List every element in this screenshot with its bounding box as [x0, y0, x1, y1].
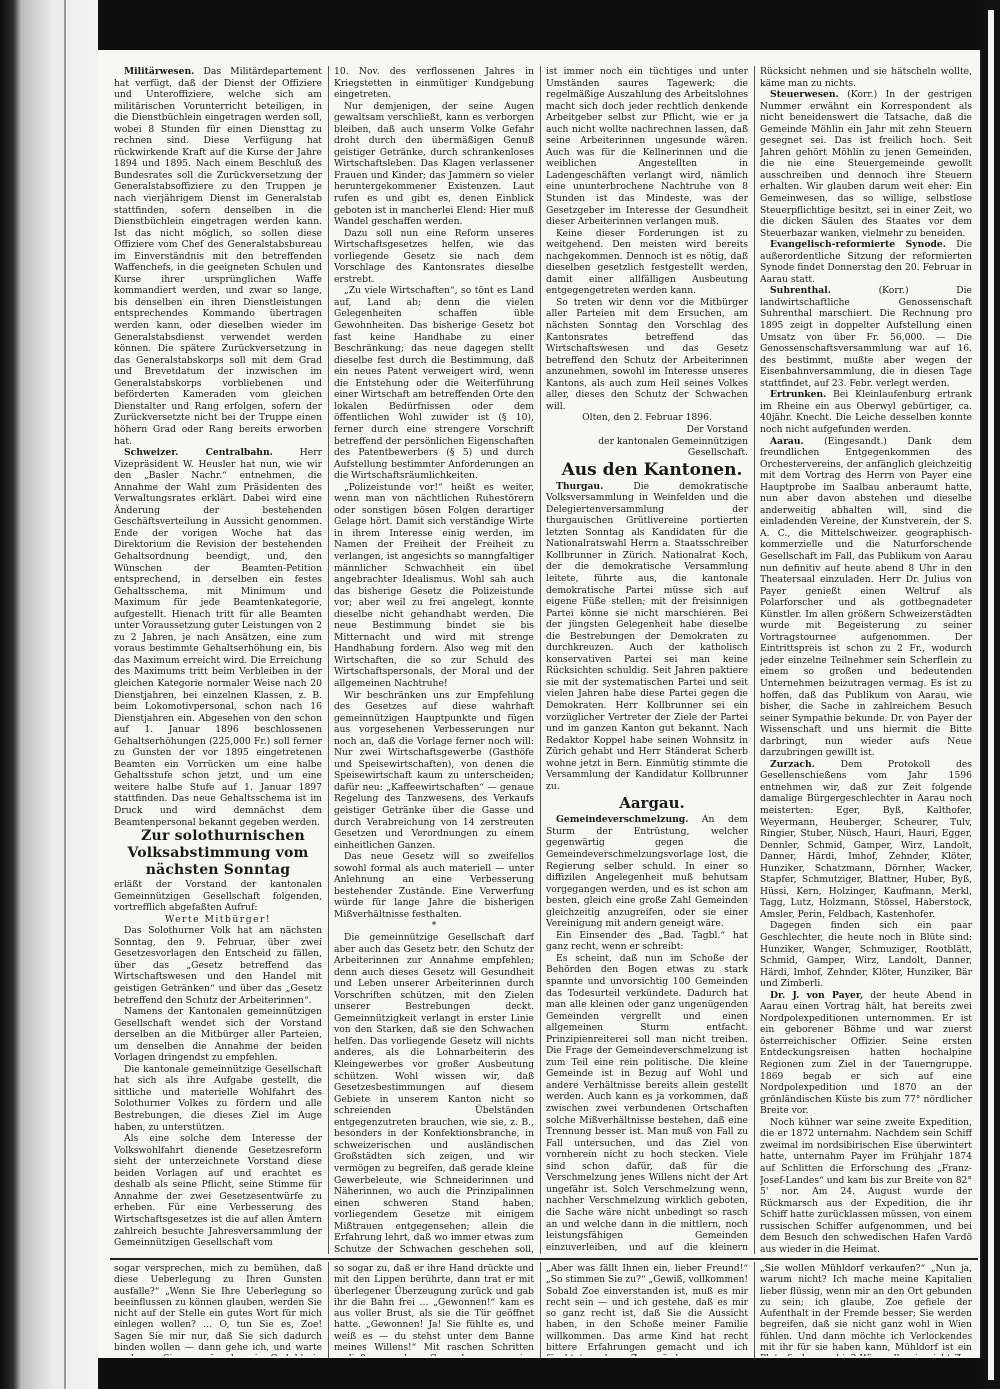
appeal-paragraph-2: Namens der Kantonalen gemeinnützigen Gesellschaft wendet sich der Vorstand derselben an die Mitbürger aller Parteien, um denselben die Annahme der beiden Vorlagen dringendst zu empfehlen.: [114, 1006, 322, 1064]
scan-edge-left: [0, 0, 22, 1389]
article-aarau: [760, 436, 972, 759]
feuilleton-rule-3: [754, 1262, 755, 1358]
appeal-paragraph-13: ist immer noch ein tüchtiges und unter Umständen saures Tagewerk; die regelmäßige Auszahlung des Arbeitslohnes macht sich doch jeder rechtlich denkende Arbeitgeber selbst zur Pflicht, wie er ja auch nicht wollte nachrechnen lassen, daß seine Arbeiterinnen ungesunde wären. Auch was für die Kellnerinnen und die weiblichen Angestellten in Ladengeschäften verlangt wird, nämlich eine ununterbrochene Nachtruhe von 8 Stunden ist das Mindeste, was der Gesetzgeber im Interesse der Gesundheit dieser Arbeiterinnen verlangen muß.: [546, 66, 748, 228]
scan-edge-top: [98, 0, 982, 50]
article-suhrenthal: [760, 285, 972, 389]
lead-gemeindeverschmelzung: Gemeindeverschmelzung.: [556, 814, 689, 826]
appeal-paragraph-6: Nur demjenigen, der seine Augen gewaltsam verschließt, kann es verborgen bleiben, daß auch unserm Volke Gefahr droht durch den übermäßigen Genuß geistiger Getränke, durch schrankenloses Wirtschaftsleben. Das Klagen verlassener Frauen und Kinder; das Jammern so vieler heruntergekommener Existenzen. Laut rufen es und gibt es, denen Einblick geboten ist in mancherlei Elend: Hier muß Wandel geschaffen werden.: [334, 100, 534, 228]
appeal-paragraph-9: „Polizeistunde vor!“ heißt es weiter, wenn man von nächtlichen Ruhestörern oder sonstigen bösen Folgen derartiger Gelage hört. Damit sich verständige Wirte in ihrem Interesse einig werden, im Namen der Freiheit der Freiheit zu verlangen, ist angesichts so manngfaltiger männlicher Schwachheit ein übel angebrachter Idealismus. Wohl sah auch das bisherige Gesetz die Polizeistunde vor; aber weil zu frei angelegt, konnte dieselbe nicht gehandhabt werden. Die neue Bestimmung bindet sie bis Mitternacht und wird mit strenge Handhabung fordern. Also weg mit den Wirtschaften, die so zur Schuld des Wirtschaftspersonals, der Moral und der allgemeinen Nachtruhe!: [334, 481, 534, 689]
appeal-paragraph-8: „Zu viele Wirtschaften“, so tönt es Land auf, Land ab; denn die vielen Gelegenheiten schaffen üble Gewohnheiten. Das bisherige Gesetz bot fast keine Handhabe zu einer Beschränkung; das neue dagegen stellt dieselbe fest durch die Bestimmung, daß ein neues Patent verweigert wird, wenn die Entstehung oder die Weiterführung einer Wirtschaft am betreffenden Orte den lokalen Bedürfnissen oder dem öffentlichen Wohl zuwider ist (§ 10), ferner durch eine strengere Vorschrift betreffend der persönlichen Eigenschaften des Patentbewerbers (§ 5) und durch Aufstellung bestimmter Anforderungen an die Wirtschaftsräumlichkeiten.: [334, 285, 534, 482]
scan-fold-line: [64, 0, 66, 1389]
lead-aarau: Aarau.: [770, 435, 804, 447]
lead-ertrunken: Ertrunken.: [770, 389, 827, 401]
column-4: [760, 66, 972, 1254]
appeal-paragraph-7: Dazu soll nun eine Reform unseres Wirtschaftsgesetzes helfen, wie das vorliegende Gesetz sie nach dem Vorschlage des Kantonsrates dieselbe erstrebt.: [334, 227, 534, 285]
text-ertrunken: Bei Kleinlaufenburg ertrank im Rheine ein aus Oberwyl gebürtiger, ca. 40jähr. Knecht. Die Leiche desselben konnte noch nicht aufgefunden werden.: [760, 389, 972, 435]
text-militaerwesen: Das Militärdepartement hat verfügt, daß der Dienst der Offiziere und Unteroffiziere, welche sich am militärischen Vorunterricht beteiligen, in die Dienstbüchlein eingetragen werden soll, wobei 8 Stunden für einen Diensttag zu rechnen sind. Diese Verfügung hat rückwirkende Kraft auf die Kurse der Jahre 1894 und 1895. Nach einem Beschluß des Bundesrates soll die Zurückversetzung der Generalstabsoffiziere zu den Truppen je nach vierjährigem Dienst im Generalstab stattfinden, sofern denselben in die Dienstbüchlein eingetragen werden kann. Ist das nicht möglich, so sollen diese Offiziere vom Chef des Generalstabsbureau im Einverständnis mit den betreffenden Waffenchefs, in die geeigneten Schulen und Kurse ihrer ursprünglichen Waffe kommandiert werden, und zwar so lange, bis denselben ein ihren Dienstleistungen entsprechendes Kommando übertragen werden kann, oder dieselben wieder im Generalstabsdienst verwendet werden können. Die spätere Zurückversetzung in das Generalstabskorps soll mit dem Grad und Brevetdatum der inzwischen im Generalstabskorps vorbliebenen und beförderten Kameraden vom gleichen Dienstalter und Rang erfolgen, sofern der Zurückversetzte nicht bei der Truppe einen höhern Grad oder Rang bereits erworben hat.: [114, 66, 322, 447]
text-gemeindeverschmelzung-2: Ein Einsender des „Bad. Tagbl.“ hat ganz recht, wenn er schreibt:: [546, 929, 748, 953]
section-title-aargau: Aargau.: [619, 794, 685, 813]
text-suhrenthal: (Korr.) Die landwirtschaftliche Genossenschaft Suhrenthal marschiert. Die Rechnung pro 1895 zeigt in doppelter Aufstellung einen Umsatz von über Fr. 56,000. — Die Genossenschaftsversammlung war auf 16. des bestimmt, mußte aber wegen der Eisenbahnversammlung, die in diesen Tage stattfindet, auf 23. Febr. verlegt werden.: [760, 285, 972, 389]
article-militaerwesen: [114, 66, 322, 447]
text-gemeindeverschmelzung-3: Es scheint, daß nun im Schoße der Behörden den Bogen etwas zu stark spannte und unvorsichtig 100 Gemeinden das Todesurteil verkündete. Dadurch hat man alle kleinen oder ganz ungenügenden Gemeinden vergrellt und einen allgemeinen Sturm entfacht. Prinzipienreiterei soll man nicht treiben. Die Frage der Gemeindeverschmelzung ist zum Teil eine rein politische. Die kleine Gemeinde ist in Bezug auf Wohl und andere Verhältnisse bereits allein gestellt werden. Auch kann es ja vorkommen, daß zwischen zwei verbundenen Ortschaften solche Mißverhältnisse bestehen, daß eine Trennung besser ist. Man muß von Fall zu Fall untersuchen, und das Ziel von vornherein nicht zu hoch stecken. Viele sind schon dafür, daß für die Verschmelzung jenes Willens nicht der Art ungefähr ist. Solch Verschmelzung wenn, nachher Verschmelzung wirklich geboten, die Sache wäre nicht unbedingt so rasch an und welche dann in die mittlern, noch leistungsfähigen Gemeinden einzuverleiben, und auf die kleinern: [546, 952, 748, 1253]
section-asterisk: *: [431, 920, 437, 932]
column-rule-3: [754, 66, 755, 1254]
lead-steuerwesen: Steuerwesen.: [770, 89, 839, 101]
feuilleton-text-4: „Sie wollen Mühldorf verkaufen?“ „Nun ja, warum nicht? Ich mache meine Kapitalien lieber flüssig, wenn mir an den Ort gebunden zu sein; ich glaube, Zoe gefiele der Aufenthalt in der Fremde besser; Sie werden begreifen, daß sie nicht ganz wohl in Wien fühlen. Und dann möchte ich Verlockendes mit ihr für sie haben kann, Mühldorf ist ein: [760, 1264, 972, 1354]
article-payer: [760, 990, 972, 1117]
text-steuerwesen: (Korr.) In der gestrigen Nummer erwähnt ein Korrespondent als nicht beneidenswert die Tatsache, daß die Gemeinde Möhlin ein Jahr mit zehn Steuern gesegnet sei. Das ist freilich hoch. Seit Jahren gehört Möhlin zu jenen Gemeinden, die nie eine Steuergemeinde gewollt ausschreiben und dennoch ihre Steuern erhalten. Wir glauben darum weit eher: Ein Gemeinwesen, das so willige, selbstlose Steuerpflichtige besitzt, sei in einer Zeit, wo die dicken Säulen des Staates vor dem Steuerbazar wanken, vielmehr zu beneiden.: [760, 89, 972, 239]
article-gemeindeverschmelzung: [546, 814, 748, 929]
text-synode: Die außerordentliche Sitzung der reformierten Synode findet Donnerstag den 20. Februar in Aarau statt.: [760, 239, 972, 285]
appeal-signature-2: der kantonalen Gemeinnützigen Gesellschaft.: [598, 435, 748, 459]
feuilleton-column-4: [760, 1264, 972, 1356]
column-2: [334, 66, 534, 1254]
lead-zurzach: Zurzach.: [770, 758, 815, 770]
headline-volksabstimmung: Zur solothurnischen Volksabstimmung vom nächsten Sonntag: [127, 828, 309, 879]
appeal-paragraph-4: Als eine solche dem Interesse der Volkswohlfahrt dienende Gesetzesreform sieht der unterzeichnete Vorstand diese beiden Vorlagen auf und erachtet es deshalb als seine Pflicht, seine Stimme für Annahme der zwei Gesetzesentwürfe zu erheben. Für eine Verbesserung des Wirtschaftsgesetzes ist die auf allen Ämtern zahlreich besuchte Jahresversammlung der Gemeinnützigen Gesellschaft vom: [114, 1133, 322, 1249]
appeal-paragraph-14: Keine dieser Forderungen ist zu weitgehend. Den meisten wird bereits nachgekommen. Dennoch ist es nötig, daß dieselben gesetzlich festgestellt werden, damit einer allfälligen Ausbeutung entgegengetreten werden kann.: [546, 227, 748, 297]
appeal-dateline: Olten, den 2. Februar 1896.: [582, 412, 712, 424]
lead-centralbahn: Schweizer. Centralbahn.: [124, 447, 273, 459]
feuilleton-text-2: so sogar zu, daß er ihre Hand drückte und mit den Lippen berührte, dann trat er mit überlegener Überzeugung zurück und gab ihr die Bahn frei … „Gewonnen!“ kam es aus voller Brust, als sie die Tür geöffnet hatte. „Gewonnen! Ja! Sie fühlte es, und weiß es — du stehst unter dem Banne meines Willens!“ Mit raschen Schritten: [334, 1264, 534, 1354]
appeal-signature-1: Der Vorstand: [686, 423, 748, 435]
feuilleton-divider: [110, 1258, 978, 1260]
feuilleton-text-1: sogar versprechen, mich zu bemühen, daß diese Ueberlegung zu Ihren Gunsten ausfalle?“ „Wenn Sie Ihre Ueberlegung so beeinflussen zu können glauben, werden Sie nicht auf der Stelle ein gutes Wort für mich einlegen wollen? … O, tun Sie es, Zoe! Sagen Sie mir nur, daß Sie sich dadurch binden wollen — dann gehe ich, und warte: [114, 1264, 322, 1354]
scan-gutter-strip: [22, 0, 98, 1389]
appeal-paragraph-15: So treten wir denn vor die Mitbürger aller Parteien mit dem Ersuchen, am nächsten Sonntag den Vorschlag des Kantonsrates betreffend das Wirtschaftswesen und das Gesetz betreffend den Schutz der Arbeiterinnen anzunehmen, sowohl im Interesse unseres Kantons, als auch zum Heil seines Volkes aller, dieses den Schutz der Schwachen will.: [546, 296, 748, 412]
feuilleton-rule-2: [540, 1262, 541, 1358]
lead-thurgau: Thurgau.: [556, 480, 604, 492]
article-ertrunken: [760, 389, 972, 435]
feuilleton-column-3: [546, 1264, 748, 1356]
column-rule-2: [540, 66, 541, 1254]
appeal-paragraph-12: Die gemeinnützige Gesellschaft darf aber auch das Gesetz betr. den Schutz der Arbeiterinnen zur Annahme empfehlen; denn auch dieses Gesetz will Gesundheit und Leben unserer Arbeiterinnen durch Vorschriften schützen, mit den Zielen unserer Bestrebungen deckt. Gemeinnützigkeit verlangt in erster Linie von den Starken, daß sie den Schwachen helfen. Das vorliegende Gesetz will nichts anderes, als die Lohnarbeiterin des Kleingewerbes vor großer Ausbeutung schützen. Wohl wissen wir, daß Gesetzesbestimmungen auf diesem Gebiete in unserem Kanton nicht so schreienden Übelständen entgegenzutreten brauchen, wie sie, z. B., besonders in der Konfektionsbranche, in schweizerischen und ausländischen Großstädten sich zeigen, und wir vermögen zu begreifen, daß gerade kleine Gewerbeleute, wie Schneiderinnen und Näherinnen, wo auch die Prinzipalinnen einen schweren Stand haben, vorliegendem Gesetze mit einigem Mißtrauen entgegensehen; allein die Erfahrung lehrt, daß wo immer etwas zum Schutze der Schwachen geschehen soll,: [334, 932, 534, 1254]
feuilleton-column-2: [334, 1264, 534, 1356]
article-zurzach: [760, 759, 972, 921]
scan-edge-right-bar: [988, 10, 994, 1380]
feuilleton-column-1: [114, 1264, 322, 1356]
feuilleton-text-3: „Aber was fällt Ihnen ein, lieber Freund!“ „So stimmen Sie zu?“ „Gewiß, vollkommen! Sobald Zoe einverstanden ist, muß es mir recht sein — und ich gestehe, daß es mir so ganz recht ist, daß Sie die Aussicht haben, in den Schoße meiner Familie willkommen. Das arme Kind hat recht bittere Erfahrungen gemacht und ich: [546, 1264, 748, 1354]
section-title-kantone: Aus den Kantonen.: [561, 459, 743, 480]
article-steuerwesen: [760, 89, 972, 239]
article-continuation: Rücksicht nehmen und sie hätscheln wollte, käme man zu nichts.: [760, 66, 972, 89]
appeal-paragraph-5: 10. Nov. des verflossenen Jahres in Kriegstetten in einmütiger Kundgebung eingetreten.: [334, 66, 534, 101]
appeal-paragraph-3: Die kantonale gemeinnützige Gesellschaft hat sich als ihre Aufgabe gestellt, die sittliche und materielle Wohlfahrt des Solothurner Volkes zu fördern und alle Bestrebungen, die dieses Ziel im Auge haben, zu unterstützen.: [114, 1063, 322, 1133]
article-synode: [760, 239, 972, 285]
scan-edge-right: [982, 0, 1000, 1389]
column-3: [546, 66, 748, 1254]
text-aarau: (Eingesandt.) Dank dem freundlichen Entgegenkommen des Orchestervereins, der anfänglich gleichzeitig mit dem Vortrag des Herrn von Payer eine Hauptprobe im Saalbau anberaumt hatte, nun aber davon abstehen und dieselbe anderweitig abhalten will, sind die einladenden Vereine, der Kunstverein, der S. A. C., die Mittelschweizer. geographisch-kommerzielle und die Naturforschende Gesellschaft im Fall, das Publikum von Aarau nun definitiv auf heute abend 8 Uhr in den Theatersaal einzuladen. Herr Dr. Julius von Payer genießt einen Weltruf als Polarforscher und als gottbegnadeter Künstler. Im allen größern Schweizerstädten wurde mit Begeisterung zu seiner Vortragstournee aufgenommen. Der Eintrittspreis ist schon zu 2 Fr., wodurch jeder einzelne Teilnehmer sein Scherflein zu einem so großen und bedeutenden Unternehmen beizutragen vermag. Es ist zu hoffen, daß das Publikum von Aarau, wie bisher, die Sache in zahlreichem Besuch seiner Sympathie bekunde. Dr. von Payer der Wissenschaft und uns hiermit die Bitte darbringt, nun wieder aufs Neue darzubringen gewillt ist.: [760, 435, 972, 759]
appeal-intro: erläßt der Vorstand der kantonalen Gemeinnützigen Gesellschaft folgenden, vortrefflich abgefaßten Aufruf:: [114, 879, 322, 914]
article-centralbahn: [114, 447, 322, 828]
scan-edge-bottom: [98, 1358, 982, 1389]
column-rule-1: [328, 66, 329, 1254]
feuilleton-rule-1: [328, 1262, 329, 1358]
appeal-paragraph-10: Wir beschränken uns zur Empfehlung des Gesetzes auf diese wahrhaft gemeinnützigen Hauptpunkte und fügen aus vorgesehenen Verbesserungen nur noch an, daß die Vorlage ferner noch will: Nur zwei Wirtschaftsgewerbe (Gasthöfe und Speisewirtschaften), von denen die Speisewirtschaft kaum zu unterscheiden; dafür neu: „Kaffeewirtschaften“ — genaue Regelung des Tanzwesens, des Verkaufs geistiger Getränke über die Gasse und durch Verabreichung von 14 zerstreuten Gesetzen und Verordnungen zu einem einheitlichen Ganzen.: [334, 689, 534, 851]
lead-suhrenthal: Suhrenthal.: [770, 285, 831, 297]
text-payer-1: der heute Abend in Aarau einen Vortrag hält, hat bereits zwei Nordpolexpeditionen unternommen. Er ist ein geborener Böhme und war zuerst österreichischer Offizier. Seine ersten Entdeckungsreisen hatten hochalpine Regionen zum Ziel in der Tauerngruppe. 1869 begab er sich auf eine Nordpolexpedition und 1870 an der grönländischen Küste bis zum 77° nördlicher Breite vor.: [760, 989, 972, 1117]
article-thurgau: [546, 481, 748, 793]
lead-militaerwesen: Militärwesen.: [124, 66, 195, 77]
text-payer-2: Noch kühner war seine zweite Expedition, die er 1872 unternahm. Nachdem sein Schiff zweimal im nordsibirischen Eise überwintert hatte, unternahm Payer im Frühjahr 1874 auf Schlitten die Erforschung des „Franz-Josef-Landes“ und kam bis zur Breite von 82° 5' nor. Am 24. August wurde der Rückmarsch aus der Expedition, die ihr Schiff hatte zurücklassen müssen, von einem russischen Schiffer aufgenommen, und bei dem Besuch den schwedischen Hafen Vardö aus wieder in die Heimat.: [760, 1116, 972, 1254]
appeal-paragraph-11: Das neue Gesetz will so zweifellos sowohl formal als auch materiell — unter Anlehnung an eine Verbesserung bestehender Zustände. Eine Verwerfung würde für lange Jahre die bisherigen Mißverhältnisse festhalten.: [334, 851, 534, 920]
text-thurgau: Die demokratische Volksversammlung in Weinfelden und die Delegiertenversammlung der thurgauischen Grütlivereine portierten letzten Sonntag als Kandidaten für die Nationalratswahl Herrn a. Staatsschreiber Kollbrunner in Zürich. Nationalrat Koch, der die demokratische Versammlung leitete, führte aus, die kantonale demokratische Partei müsse sich auf eigene Füße stellen; mit der freisinnigen Partei könne sie nicht marschieren. Bei der jüngsten Gelegenheit habe dieselbe die Bestrebungen der Demokraten zu durchkreuzen. Auch der katholisch konservativen Partei sei man keine Rücksichten schuldig. Seit Jahren paktiere sie mit der systematischen Partei und seit vielen Jahren habe diese Partei gegen die Demokraten. Herr Kollbrunner sei ein vorzüglicher Vertreter der Ziele der Partei und im ganzen Kanton gut bekannt. Nach Redaktor Koppel habe seinen Wohnsitz in Zürich gehabt und Herr Ständerat Scherb wohne jetzt in Bern. Einmütig stimmte die Versammlung der Kandidatur Kollbrunner zu.: [546, 480, 748, 792]
appeal-paragraph-1: Das Solothurner Volk hat am nächsten Sonntag, den 9. Februar, über zwei Gesetzesvorlagen den Entscheid zu fällen, über das „Gesetz betreffend das Wirtschaftswesen und den Handel mit geistigen Getränken“ und über das „Gesetz betreffend den Schutz der Arbeiterinnen“.: [114, 925, 322, 1006]
lead-synode: Evangelisch-reformierte Synode.: [770, 239, 946, 251]
lead-payer: Dr. J. von Payer,: [770, 989, 864, 1001]
text-gemeindeverschmelzung-1: An dem Sturm der Entrüstung, welcher gegenwärtig gegen die Gemeindeverschmelzungsvorlage lost, die Regierung selber schuld. In einer so diffizilen Angelegenheit muß behutsam vorgegangen werden, und es ist schon am besten, gleich eine große Zahl Gemeinden gleichzeitig anzugreifen, oder sie einer Vereinigung mit andern geneigt wäre.: [546, 814, 748, 930]
text-centralbahn: Herr Vizepräsident W. Heusler hat nun, wie wir den „Basler Nachr.“ entnehmen, die Annahme der Wahl zum Präsidenten des Verwaltungsrates erklärt. Dabei wird eine Änderung der bestehenden Geschäftsverteilung in Aussicht genommen. Ende der vorigen Woche hat das Direktorium die Revision der bestehenden Gehaltsordnung beendigt, und, den Wünschen der Beamten-Petition entsprechend, in derselben ein festes Gehaltsschema, mit Minimum und Maximum für jede Beamtenkategorie, aufgestellt. Hienach tritt für alle Beamten unter Voraussetzung guter Leistungen von 2 zu 2 Jahren, je nach Ansätzen, eine zum voraus bestimmte Gehaltserhöhung ein, bis das Maximum erreicht wird. Die Erreichung des Maximums tritt beim Verbleiben in der gleichen Kategorie normaler Weise nach 20 Dienstjahren, bei einzelnen Klassen, z. B. beim Lokomotivpersonal, schon nach 16 Dienstjahren ein. Abgesehen von den schon auf 1. Januar 1896 beschlossenen Gehaltserhöhungen (225,000 Fr.) soll ferner zu Gunsten der vor 1895 eingetretenen Beamten ein Vorrücken um eine halbe Gehaltsstufe schon jetzt, und um eine weitere halbe Stufe auf 1. Januar 1897 stattfinden. Das neue Gehaltsschema ist im Druck und wird demnächst dem Beamtenpersonal bekannt gegeben werden.: [114, 447, 322, 828]
text-zurzach: Dem Protokoll des Gesellenschießens vom Jahr 1596 entnehmen wir, daß zur Zeit folgende damalige Bürgergeschlechter in Aarau noch meisterten: Eger, Byß, Kalthofer, Weyermann, Heuberger, Scheurer, Tulv, Ringier, Stuber, Nüsch, Hauri, Hauri, Egger, Dennler, Schmid, Gamper, Wirz, Landolt, Danner, Härdi, Imhof, Zehnder, Klöter, Hunziker, Schatzmann, Dörnher, Wacker, Stapfer, Schmutziger, Blattner, Huber, Byß, Hüssi, Kern, Holzinger, Kaufmann, Merkl, Tagg, Lutz, Holzmann, Stössel, Haberstock, Amsler, Perin, Feldbach, Kastenhofer.: [760, 758, 972, 920]
appeal-salutation: Werte Mitbürger!: [164, 913, 272, 925]
column-1: [114, 66, 322, 1254]
article-geschlechter: Dagegen finden sich ein paar Geschlechter, die heute noch in Blüte sind: Hunziker, Wanger, Schmuziger, Rootblätt, Schmid, Gamper, Wirz, Landolt, Danner, Härdi, Imhof, Zehnder, Klöter, Hunziker, Bär und Zimberli.: [760, 920, 972, 990]
